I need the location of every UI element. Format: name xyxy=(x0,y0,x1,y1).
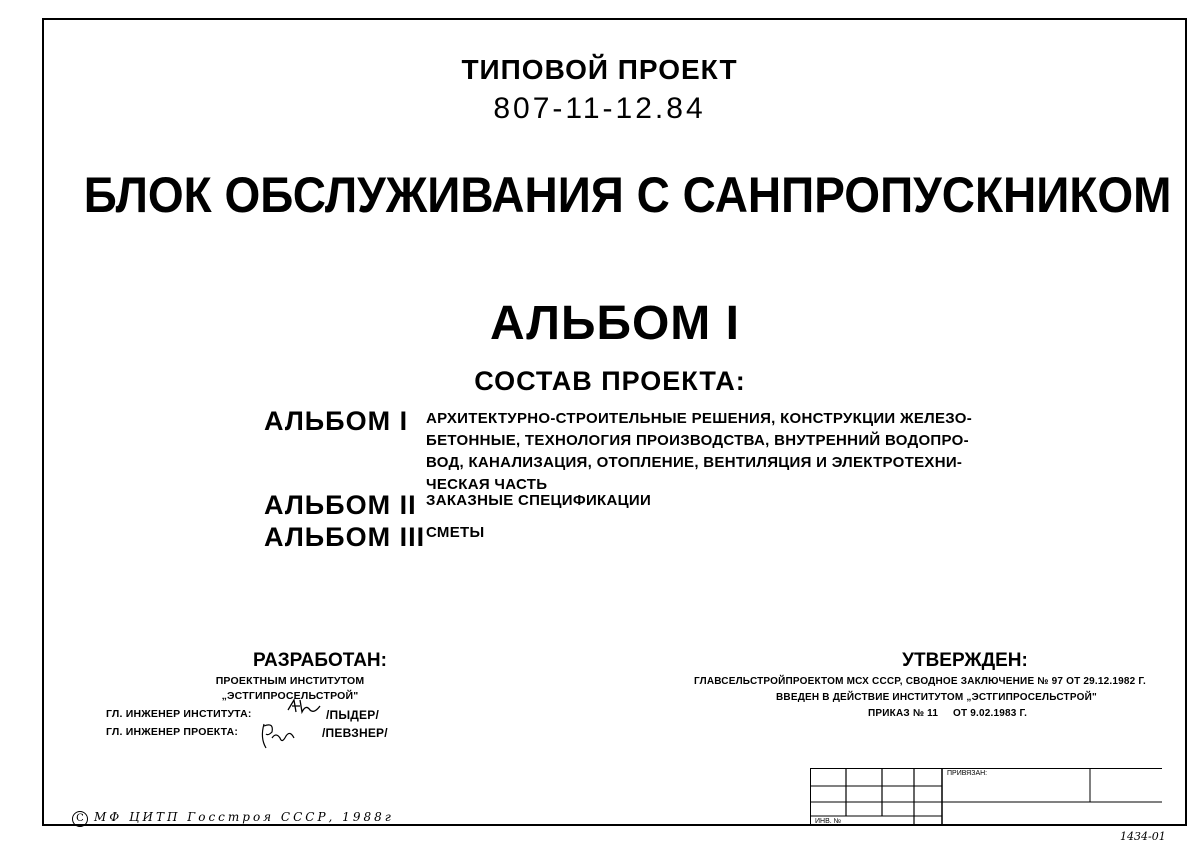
stamp-bound-label: ПРИВЯЗАН: xyxy=(947,770,988,777)
chief-engineer-project-name: /ПЕВЗНЕР/ xyxy=(322,726,388,740)
album-1-line: АРХИТЕКТУРНО-СТРОИТЕЛЬНЫЕ РЕШЕНИЯ, КОНСТРУКЦИИ ЖЕЛЕЗО- xyxy=(426,410,973,427)
approved-line2: ВВЕДЕН В ДЕЙСТВИЕ ИНСТИТУТОМ „ЭСТГИПРОСЕЛЬСТРОЙ" xyxy=(776,692,1097,703)
document-title: БЛОК ОБСЛУЖИВАНИЯ С САНПРОПУСКНИКОМ xyxy=(83,167,1172,223)
developed-heading: РАЗРАБОТАН: xyxy=(253,650,387,671)
album-2-label: АЛЬБОМ II xyxy=(264,490,417,520)
signature-institute-icon xyxy=(286,696,322,720)
sheet-number: 1434-01 xyxy=(1120,830,1166,843)
album-title: АЛЬБОМ I xyxy=(490,297,740,350)
project-number: 807-11-12.84 xyxy=(493,92,706,125)
album-1-line: ВОД, КАНАЛИЗАЦИЯ, ОТОПЛЕНИЕ, ВЕНТИЛЯЦИЯ И ЭЛЕКТРОТЕХНИ- xyxy=(426,454,963,471)
chief-engineer-project-label: ГЛ. ИНЖЕНЕР ПРОЕКТА: xyxy=(106,726,239,738)
album-1-label: АЛЬБОМ I xyxy=(264,406,409,436)
chief-engineer-institute-label: ГЛ. ИНЖЕНЕР ИНСТИТУТА: xyxy=(106,708,252,720)
album-1-line: БЕТОННЫЕ, ТЕХНОЛОГИЯ ПРОИЗВОДСТВА, ВНУТРЕННИЙ ВОДОПРО- xyxy=(426,432,969,449)
stamp-block xyxy=(810,768,1162,826)
approved-line3: ПРИКАЗ № 11 ОТ 9.02.1983 Г. xyxy=(868,708,1028,719)
album-3-label: АЛЬБОМ III xyxy=(264,522,426,552)
signature-project-icon xyxy=(258,720,298,756)
copyright-icon: C xyxy=(72,811,88,827)
album-3-description: СМЕТЫ xyxy=(426,524,485,541)
approved-heading: УТВЕРЖДЕН: xyxy=(902,650,1028,671)
album-2-description: ЗАКАЗНЫЕ СПЕЦИФИКАЦИИ xyxy=(426,492,652,509)
album-1-description xyxy=(426,408,972,496)
developer-org-line2: „ЭСТГИПРОСЕЛЬСТРОЙ" xyxy=(221,690,359,702)
approved-line1: ГЛАВСЕЛЬСТРОЙПРОЕКТОМ МСХ СССР, СВОДНОЕ ЗАКЛЮЧЕНИЕ № 97 ОТ 29.12.1982 Г. xyxy=(694,676,1147,687)
project-type-label: ТИПОВОЙ ПРОЕКТ xyxy=(461,54,738,85)
stamp-inventory-label: ИНВ. № xyxy=(815,818,842,825)
album-1-line: ЧЕСКАЯ ЧАСТЬ xyxy=(426,476,548,493)
developer-org-line1: ПРОЕКТНЫМ ИНСТИТУТОМ xyxy=(215,675,365,687)
chief-engineer-institute-name: /ПЫДЕР/ xyxy=(326,708,379,722)
composition-heading: СОСТАВ ПРОЕКТА: xyxy=(474,366,746,396)
copyright-text: МФ ЦИТП Госстроя СССР, 1988г xyxy=(94,810,394,824)
copyright xyxy=(72,810,394,827)
